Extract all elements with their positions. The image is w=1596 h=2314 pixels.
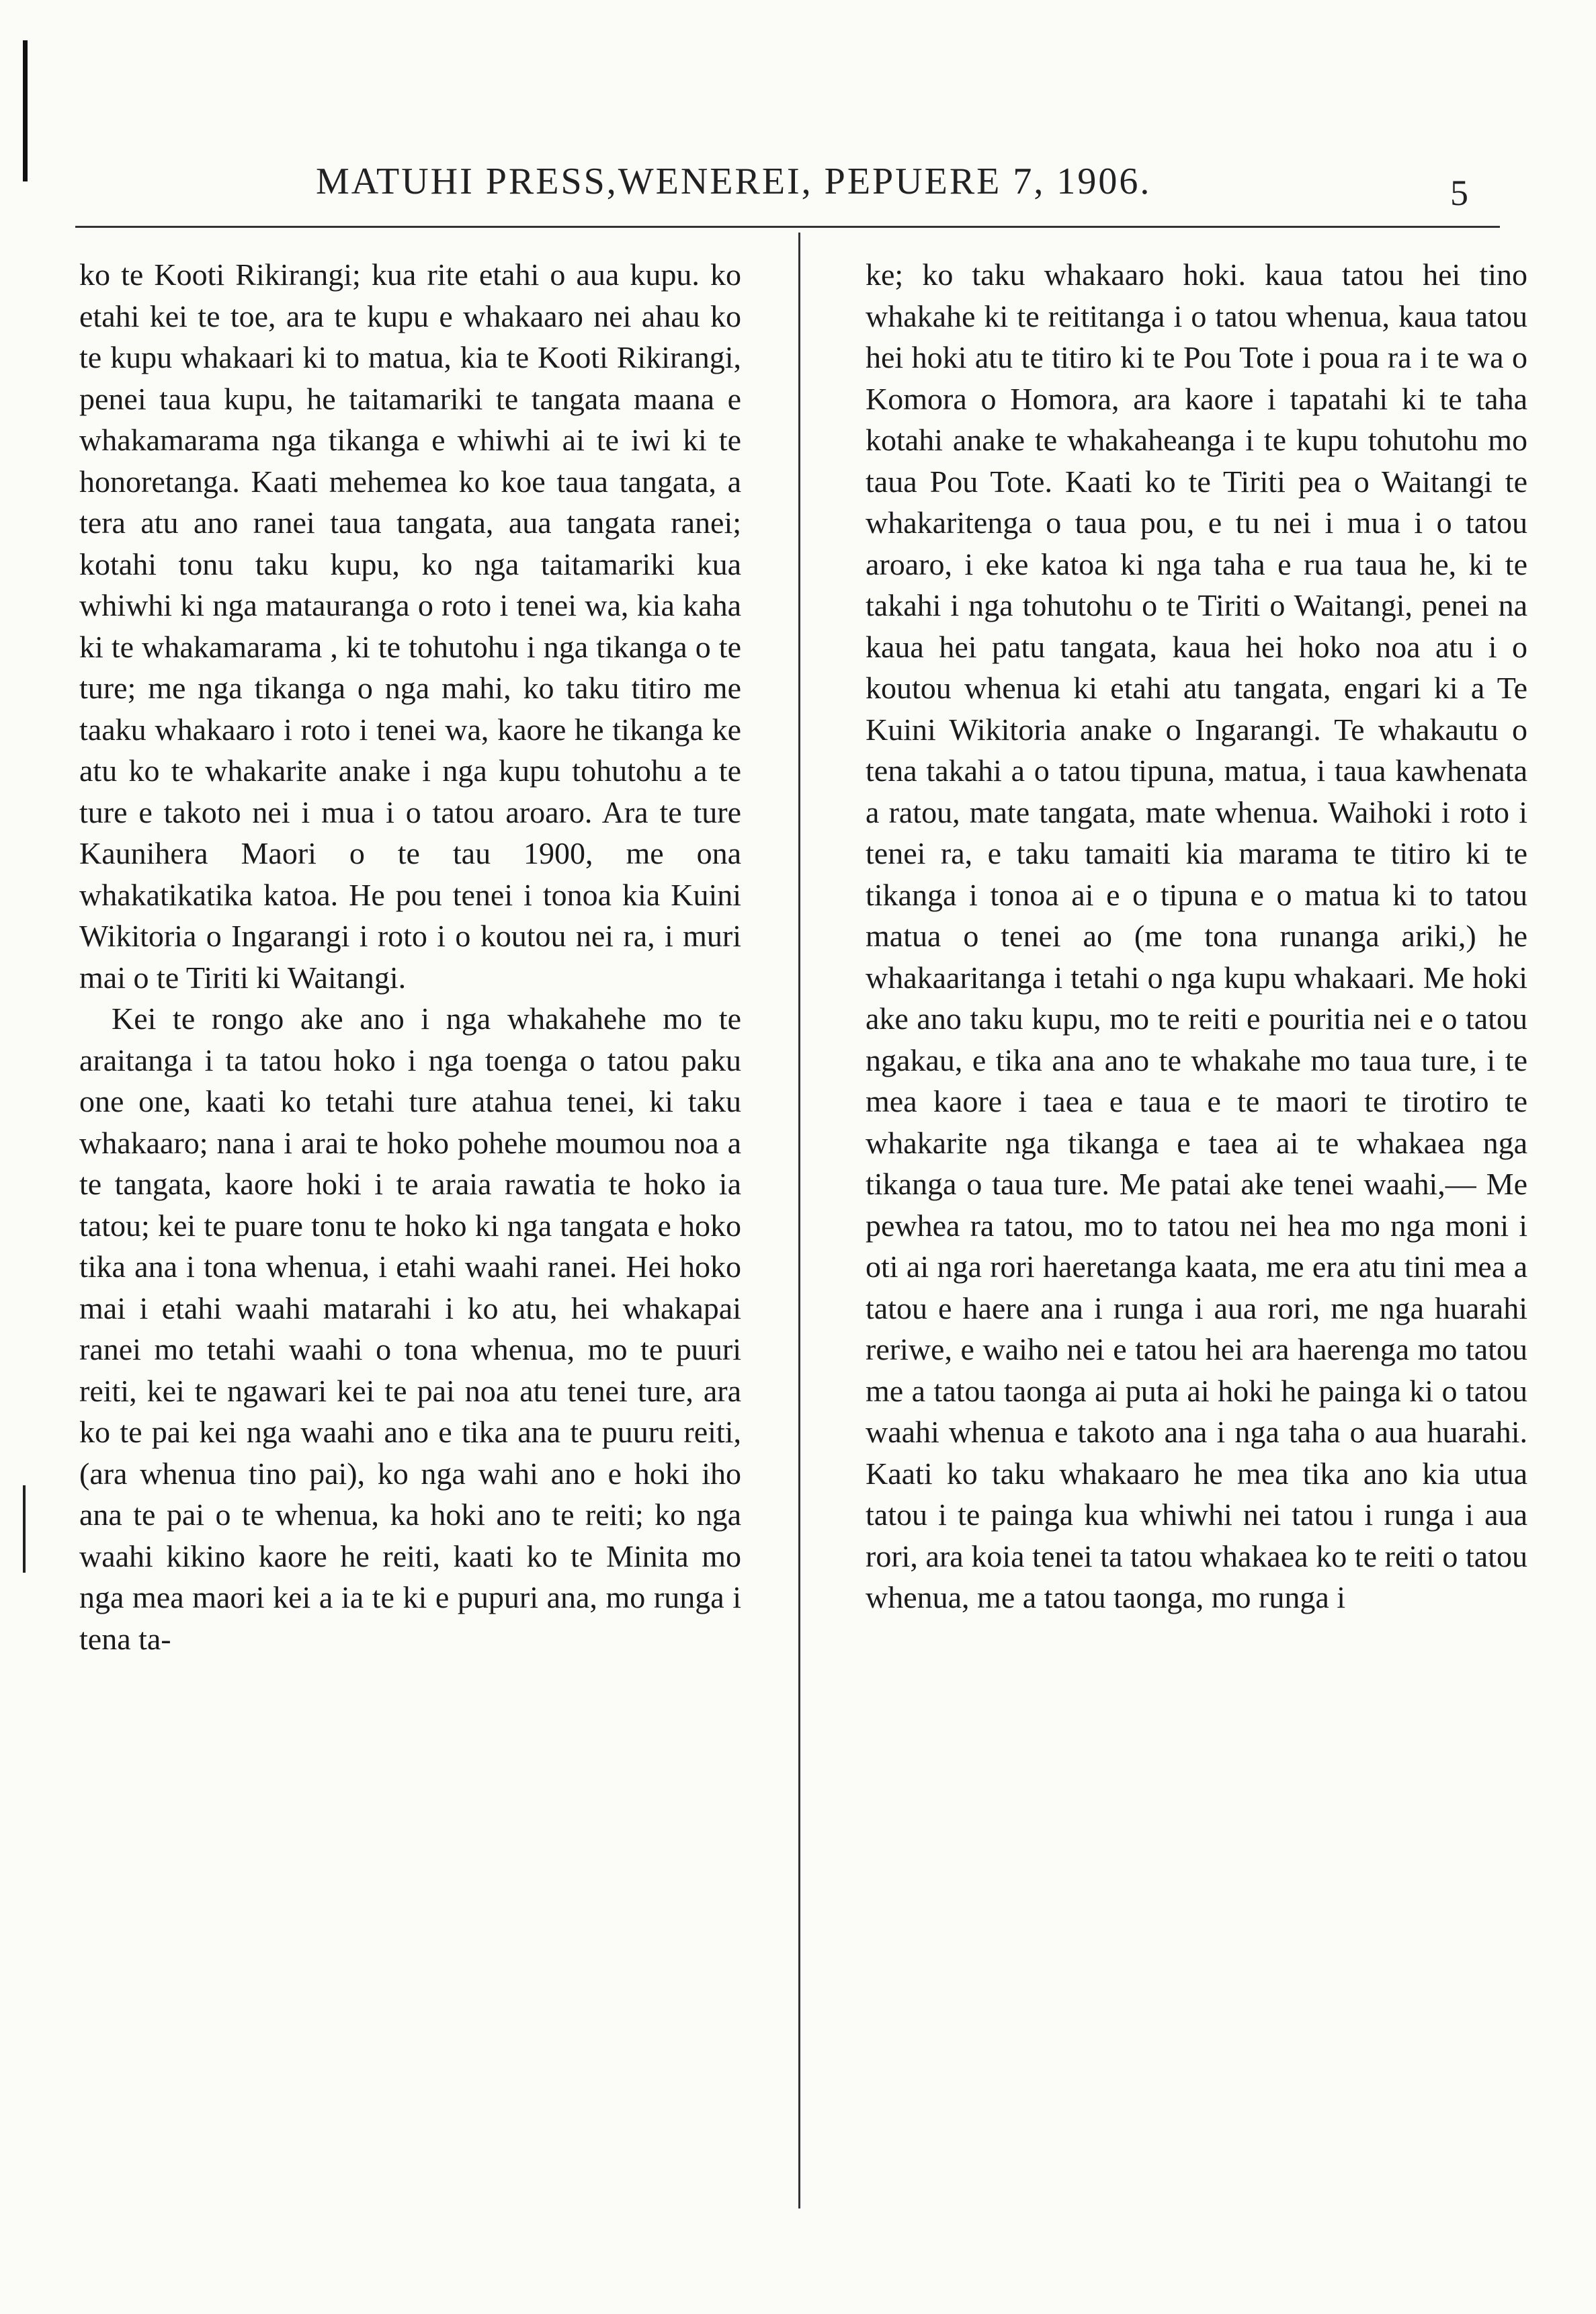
left-paragraph-1: ko te Kooti Rikirangi; kua rite etahi o aua kupu. ko etahi kei te toe, ara te kupu e whakaaro nei ahau ko te kupu whakaari ki to matua, kia te Kooti Rikirangi, penei taua kupu, he taitamariki te tangata maana e whakamarama nga tikanga e whiwhi ai te iwi ki te honoretanga. Kaati mehemea ko koe taua tangata, a tera atu ano ranei taua tangata, aua tangata ranei; kotahi tonu taku kupu, ko nga taitamariki kua whiwhi ki nga matauranga o roto i tenei wa, kia kaha ki te whakamarama , ki te tohutohu i nga tikanga o te ture; me nga tikanga o nga mahi, ko taku titiro me taaku whakaaro i roto i tenei wa, kaore he tikanga ke atu ko te whakarite anake i nga kupu tohutohu a te ture e takoto nei i mua i o tatou aroaro. Ara te ture Kaunihera Maori o te tau 1900, me ona whakatikatika katoa. He pou tenei i tonoa kia Kuini Wikitoria o Ingarangi i roto i o koutou nei ra, i muri mai o te Tiriti ki Waitangi. <box>79 257 741 995</box>
masthead: MATUHI PRESS,WENEREI, PEPUERE 7, 1906. <box>316 161 1152 202</box>
page-number: 5 <box>1450 173 1468 213</box>
column-divider <box>798 233 800 2208</box>
page-edge-line <box>23 40 28 181</box>
header-rule <box>75 226 1500 228</box>
left-paragraph-2: Kei te rongo ake ano i nga whakahehe mo te araitanga i ta tatou hoko i nga toenga o tatou paku one one, kaati ko tetahi ture atahua tenei, ki taku whakaaro; nana i arai te hoko pohehe moumou noa a te tangata, kaore hoki i te araia rawatia te hoko ia tatou; kei te puare tonu te hoko ki nga tangata e hoko tika ana i tona whenua, i etahi waahi ranei. Hei hoko mai i etahi waahi matarahi i ko atu, hei whakapai ranei mo tetahi waahi o tona whenua, mo te puuri reiti, kei te ngawari kei te pai noa atu tenei ture, ara ko te pai kei nga waahi ano e tika ana te puuru reiti, (ara whenua tino pai), ko nga wahi ano e hoki iho ana te pai o te whenua, ka hoki ano te reiti; ko nga waahi kikino kaore he reiti, kaati ko te Minita mo nga mea maori kei a ia te ki e pupuri ana, mo runga i tena ta- <box>79 1001 741 1656</box>
right-paragraph-1: ke; ko taku whakaaro hoki. kaua tatou hei tino whakahe ki te reititanga i o tatou whenua, kaua tatou hei hoki atu te titiro ki te Pou Tote i poua ra i te wa o Komora o Homora, ara kaore i tapatahi ki te taha kotahi anake te whakaheanga i te kupu tohutohu mo taua Pou Tote. Kaati ko te Tiriti pea o Waitangi te whakaritenga o taua pou, e tu nei i mua i o tatou aroaro, i eke katoa ki nga taha e rua taua he, ki te takahi i nga tohutohu o te Tiriti o Waitangi, penei na kaua hei patu tangata, kaua hei hoko noa atu i o koutou whenua ki etahi atu tangata, engari ki a Te Kuini Wikitoria anake o Ingarangi. Te whakautu o tena takahi a o tatou tipuna, matua, i taua kawhenata a ratou, mate tangata, mate whenua. Waihoki i roto i tenei ra, e taku tamaiti kia marama te titiro ki te tikanga i tonoa ai e o tipuna e o matua ki to tatou matua o tenei ao (me tona runanga ariki,) he whakaaritanga i tetahi o nga kupu whakaari. Me hoki ake ano taku kupu, mo te reiti e pouritia nei e o tatou ngakau, e tika ana ano te whakahe mo taua ture, i te mea kaore i taea e taua e te maori te tirotiro te whakarite nga tikanga e taea ai te whakaea nga tikanga o taua ture. Me patai ake tenei waahi,— Me pewhea ra tatou, mo to tatou nei hea mo nga moni i oti ai nga rori haeretanga kaata, me era atu tini mea a tatou e haere ana i runga i aua rori, me nga huarahi reriwe, e waiho nei e tatou hei ara haerenga mo tatou me a tatou taonga ai puta ai hoki he painga ki o tatou waahi whenua e takoto ana i nga taha o aua huarahi. Kaati ko taku whakaaro he mea tika ano kia utua tatou i te painga kua whiwhi nei tatou i runga i aua rori, ara koia tenei ta tatou whakaea ko te reiti o tatou whenua, me a tatou taonga, mo runga i <box>866 257 1527 1614</box>
right-column <box>866 254 1527 1618</box>
margin-mark <box>23 1485 26 1573</box>
left-column <box>79 254 741 1659</box>
